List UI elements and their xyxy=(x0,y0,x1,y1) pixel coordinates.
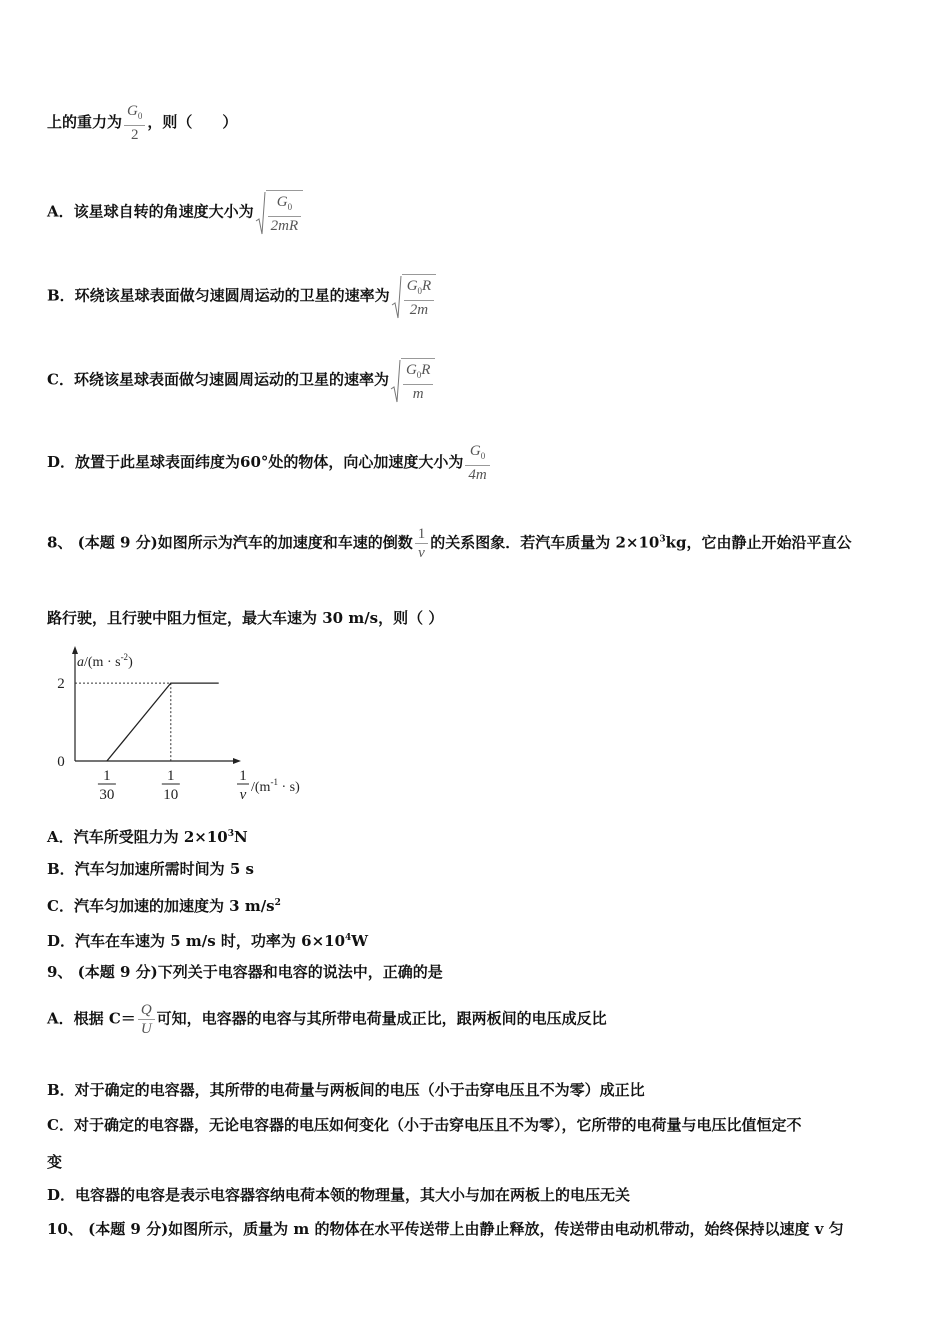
q8-stem-fraction: $\frac{1}{v}$ xyxy=(415,525,429,562)
sqrt-symbol: $\frac{G_0R}{2m}$ xyxy=(392,274,437,319)
q7-stem-tail: 上的重力为 $\frac{G_0}{2}$ ，则（ ） xyxy=(47,103,238,143)
y-axis-arrow xyxy=(72,646,78,654)
acceleration-chart xyxy=(45,640,300,810)
q7-stem-text: 上的重力为 xyxy=(47,113,123,131)
q8-option-d: D．汽车在车速为 5 m/s 时，功率为 $6\times 10^4W$ xyxy=(47,932,369,950)
q9-option-b: B．对于确定的电容器，其所带的电荷量与两板间的电压（小于击穿电压且不为零）成正比 xyxy=(47,1081,645,1099)
q8-stem: 8、 (本题 9 分)如图所示为汽车的加速度和车速的倒数 $\frac{1}{v}$ 的关系图象．若汽车质量为 $2\times 10^3kg$，它由静止开始沿平直公 xyxy=(47,526,852,561)
q9-option-d: D．电容器的电容是表示电容器容纳电荷本领的物理量，其大小与加在两板上的电压无关 xyxy=(47,1186,631,1204)
x-tick-num-0: 1 xyxy=(103,768,111,784)
series-line xyxy=(107,683,219,761)
x-axis-label-den: v xyxy=(239,787,247,803)
sqrt-symbol: $\frac{G_0R}{m}$ xyxy=(391,358,436,403)
x-axis-arrow xyxy=(233,758,241,764)
q8-stem-line2: 路行驶，且行驶中阻力恒定，最大车速为 30 m/s，则（ ） xyxy=(47,609,444,627)
y-axis-label: $a/(m \cdot s^{-2})$ xyxy=(77,652,133,670)
q9-stem: 9、 (本题 9 分)下列关于电容器和电容的说法中，正确的是 xyxy=(47,963,443,981)
q10-stem: 10、 (本题 9 分)如图所示，质量为 m 的物体在水平传送带上由静止释放，传送带由电动机带动，始终保持以速度 v 匀 xyxy=(47,1220,844,1238)
q7-option-a: A．该星球自转的角速度大小为 $\frac{G_0}{2mR}$ xyxy=(47,190,303,235)
q9-option-a: A．根据 C＝ $\frac{Q}{U}$ 可知，电容器的电容与其所带电荷量成正比，跟两板间的电压成反比 xyxy=(47,1002,607,1037)
q8-option-a: A．汽车所受阻力为 $2\times 10^3N$ xyxy=(47,828,248,846)
y-tick-label-2: 2 xyxy=(57,676,65,693)
x-axis-label-num: 1 xyxy=(239,768,247,784)
q8-option-b: B．汽车匀加速所需时间为 5 s xyxy=(47,860,255,878)
q7-option-d: D．放置于此星球表面纬度为60°处的物体，向心加速度大小为 $\frac{G_0}{4m}$ xyxy=(47,442,492,484)
q7-option-c: C．环绕该星球表面做匀速圆周运动的卫星的速率为 $\frac{G_0R}{m}$ xyxy=(47,358,435,403)
x-tick-den-1: 10 xyxy=(163,787,179,803)
sqrt-symbol: $\frac{G_0}{2mR}$ xyxy=(256,190,304,235)
q8-option-c: C．汽车匀加速的加速度为 3 $m/s^2$ xyxy=(47,897,281,915)
q9-option-c: C．对于确定的电容器，无论电容器的电压如何变化（小于击穿电压且不为零），它所带的电荷量与电压比值恒定不 xyxy=(47,1116,802,1134)
x-tick-den-0: 30 xyxy=(99,787,115,803)
q7-stem-fraction: $\frac{G_0}{2}$ xyxy=(124,102,145,144)
q7-d-fraction: $\frac{G_0}{4m}$ xyxy=(465,442,489,484)
y-tick-label-0: 0 xyxy=(57,754,65,770)
x-axis-label-unit: $/(m^{-1} \cdot s)$ xyxy=(251,777,300,795)
q9-option-c-cont: 变 xyxy=(47,1153,63,1171)
q7-option-b: B．环绕该星球表面做匀速圆周运动的卫星的速率为 $\frac{G_0R}{2m}$ xyxy=(47,274,436,319)
x-tick-num-1: 1 xyxy=(167,768,175,784)
q9-a-fraction: $\frac{Q}{U}$ xyxy=(138,1001,155,1038)
